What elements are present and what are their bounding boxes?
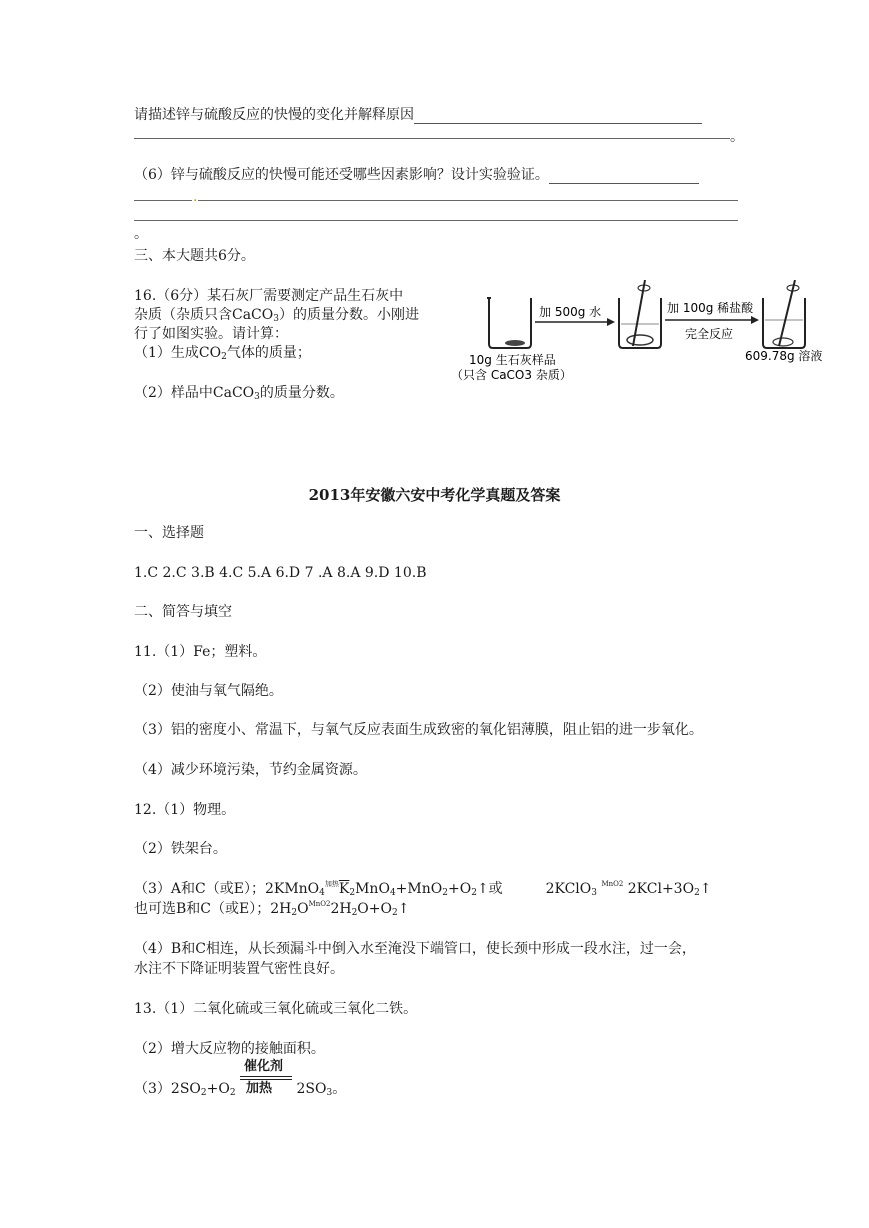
answer-blank xyxy=(414,109,702,124)
q16-line3: 行了如图实验。请计算： xyxy=(134,326,288,342)
answer-rule xyxy=(134,200,192,201)
section2-heading: 二、简答与填空 xyxy=(134,604,232,620)
answer-12-3-line1: （3）A和C（或E）；$2KMnO_4^{加热}\overline{K}_2MnO_4+MnO_2+O_2↑$或 2KClO$_3$ $^{MnO2}$ $2KCl+3O_2↑$ xyxy=(134,880,712,898)
answer-rule xyxy=(198,200,738,201)
q6-end: 。 xyxy=(134,226,148,242)
q16-line2: 杂质（杂质只含CaCO$_3$）的质量分数。小刚进 xyxy=(134,307,419,324)
answer-blank xyxy=(549,169,699,184)
answer-11-4: （4）减少环境污染，节约金属资源。 xyxy=(134,762,367,778)
beaker-sample xyxy=(487,298,531,348)
arrow2-label-bottom: 完全反应 xyxy=(685,327,734,341)
yellow-dot: . xyxy=(193,189,198,205)
answer-title: 2013年安徽六安中考化学真题及答案 xyxy=(308,486,561,504)
answer-13-2: （2）增大反应物的接触面积。 xyxy=(134,1041,325,1057)
result-label: 609.78g 溶液 xyxy=(745,349,823,363)
answer-rule xyxy=(134,138,730,139)
q16-part2: （2）样品中CaCO$_3$的质量分数。 xyxy=(134,385,344,402)
reaction-condition: 催化剂 加热 xyxy=(240,1080,292,1098)
q6-text: （6）锌与硫酸反应的快慢可能还受哪些因素影响？设计实验验证。 xyxy=(134,167,549,183)
experiment-diagram xyxy=(445,280,845,390)
sample-label-2: （只含 CaCO3 杂质） xyxy=(451,368,572,382)
arrow1-label: 加 500g 水 xyxy=(539,305,602,319)
beaker-solution xyxy=(763,280,805,348)
answer-rule xyxy=(134,220,738,221)
answer-11-3: （3）铝的密度小、常温下，与氧气反应表面生成致密的氧化铝薄膜，阻止铝的进一步氧化。 xyxy=(134,722,703,738)
section3-title: 三、本大题共6分。 xyxy=(134,248,255,264)
arrow2-label-top: 加 100g 稀盐酸 xyxy=(667,301,754,315)
q5-end: 。 xyxy=(730,129,744,145)
answer-12-3-line2: 也可选B和C（或E）；$2H_2O^{MnO2}2H_2O+O_2↑$ xyxy=(134,900,410,918)
q5-line xyxy=(134,106,702,124)
choice-answers: 1.C 2.C 3.B 4.C 5.A 6.D 7 .A 8.A 9.D 10.B xyxy=(134,565,427,581)
section1-heading: 一、选择题 xyxy=(134,525,204,541)
answer-11-2: （2）使油与氧气隔绝。 xyxy=(134,683,283,699)
answer-13-3: $(3)2SO_2+O_2$ 催化剂 加热 $2SO_3$。 xyxy=(134,1059,347,1098)
q16-line1: 16.（6分）某石灰厂需要测定产品生石灰中 xyxy=(134,288,404,304)
sample-label-1: 10g 生石灰样品 xyxy=(469,353,556,367)
answer-12-4-line1: （4）B和C相连，从长颈漏斗中倒入水至淹没下端管口，使长颈中形成一段水注，过一会， xyxy=(134,941,696,957)
answer-12-1: 12.（1）物理。 xyxy=(134,802,236,818)
answer-11-1: 11.（1）Fe；塑料。 xyxy=(134,644,267,660)
answer-13-1: 13.（1）二氧化硫或三氧化硫或三氧化二铁。 xyxy=(134,1001,418,1017)
q16-part1: （1）生成$CO_2$气体的质量； xyxy=(134,345,311,362)
answer-12-4-line2: 水注不下降证明装置气密性良好。 xyxy=(134,961,344,977)
beaker-water xyxy=(619,280,661,348)
answer-12-2: （2）铁架台。 xyxy=(134,841,227,857)
q5-text: 请描述锌与硫酸反应的快慢的变化并解释原因 xyxy=(134,107,414,123)
q6-line xyxy=(134,166,699,184)
